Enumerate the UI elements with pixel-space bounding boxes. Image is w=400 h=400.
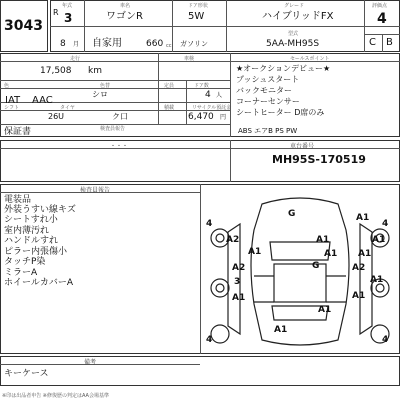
recycle-fee: 6,470 bbox=[188, 112, 214, 122]
shift-type: IAT bbox=[5, 95, 21, 106]
shift-label: シフト bbox=[4, 105, 20, 111]
remarks-box bbox=[0, 356, 400, 386]
equipment-item: バックモニター bbox=[236, 86, 292, 95]
remarks-text: キーケース bbox=[4, 369, 49, 379]
month-unit: 月 bbox=[73, 41, 80, 48]
recycle-label: リサイクル預託金 bbox=[192, 105, 232, 111]
body-color: シロ bbox=[92, 90, 108, 99]
shaken-label: 車検 bbox=[184, 56, 195, 62]
footer-note: ※印は出品者申告 ※修復歴の判定はAA会場基準 bbox=[2, 393, 109, 399]
damage-mark: G bbox=[312, 261, 320, 271]
tire-depth: 4 bbox=[382, 335, 389, 345]
mileage-label: 走行 bbox=[70, 56, 81, 62]
cc-label: cc bbox=[166, 43, 172, 49]
color-mark: ク口 bbox=[112, 112, 128, 121]
equipment-item: コーナーセンサー bbox=[236, 97, 300, 106]
damage-mark: A1 bbox=[324, 249, 338, 259]
lot-number: 3043 bbox=[4, 18, 43, 34]
usage: 自家用 bbox=[92, 38, 122, 49]
header-score-label: 評価点 bbox=[372, 3, 388, 9]
equipment-item: ★オークションデビュー★ bbox=[236, 64, 331, 73]
tire-label: タイヤ bbox=[60, 105, 75, 111]
damage-mark: A1 bbox=[356, 213, 370, 223]
tire-depth: 4 bbox=[206, 335, 213, 345]
damage-mark: A1 bbox=[370, 275, 384, 285]
inspection-note: シートすれ小 bbox=[4, 215, 58, 225]
ac-type: AAC bbox=[32, 95, 53, 106]
inspection-label: 検査員報告 bbox=[80, 187, 111, 194]
overall-score: 4 bbox=[377, 11, 387, 27]
model-name: ワゴンR bbox=[106, 11, 143, 22]
inspection-note: 室内薄汚れ bbox=[4, 226, 50, 236]
katashiki-label: 型式 bbox=[288, 31, 299, 37]
options: ABS エアB PS PW bbox=[238, 127, 298, 135]
damage-mark: A1 bbox=[352, 291, 366, 301]
color-label: 色 bbox=[4, 83, 10, 89]
chassis-number: MH95S-170519 bbox=[272, 153, 366, 166]
inspector-label: 検査員報告 bbox=[100, 126, 126, 132]
tire-depth: 4 bbox=[382, 219, 389, 229]
inspection-note: 電装品 bbox=[4, 195, 32, 205]
chassis-label: 車台番号 bbox=[290, 143, 315, 150]
damage-mark: A1 bbox=[316, 235, 330, 245]
car-diagram bbox=[200, 184, 400, 354]
damage-mark: A1 bbox=[232, 293, 246, 303]
mileage: 17,508 bbox=[40, 66, 72, 76]
chassis-header-left: ・・・ bbox=[110, 143, 129, 150]
damage-mark: A1 bbox=[372, 235, 386, 245]
mileage-unit: km bbox=[88, 66, 102, 76]
inspection-note: ミラーA bbox=[4, 268, 38, 278]
inspection-note: 外装うすい線キズ bbox=[4, 205, 76, 215]
capacity-unit: 人 bbox=[216, 92, 223, 99]
damage-mark: A2 bbox=[226, 235, 240, 245]
recycle-unit: 円 bbox=[220, 114, 227, 121]
header-make-label: 車名 bbox=[120, 3, 131, 9]
equipment-item: プッシュスタート bbox=[236, 75, 300, 84]
doors-label: ドア数 bbox=[194, 83, 209, 89]
month: 8 bbox=[60, 39, 66, 49]
capacity-label: 定員 bbox=[164, 83, 175, 89]
exterior-grade: B bbox=[386, 37, 393, 48]
damage-mark: A1 bbox=[274, 325, 288, 335]
header-door-label: ドア形状 bbox=[188, 3, 208, 9]
color-code-label: 色替 bbox=[100, 83, 111, 89]
damage-mark: A2 bbox=[232, 263, 246, 273]
header-grade-label: グレード bbox=[284, 3, 305, 9]
grade-name: ハイブリッドFX bbox=[262, 11, 334, 22]
katashiki: 5AA-MH95S bbox=[266, 39, 320, 49]
damage-mark: A2 bbox=[352, 263, 366, 273]
equipment-label: セールスポイント bbox=[290, 56, 330, 62]
displacement: 660 bbox=[146, 39, 164, 49]
equipment-item: シートヒーター D席のみ bbox=[236, 108, 325, 117]
warranty: 保証書 bbox=[4, 127, 32, 137]
inspection-note: ピラー内張傷小 bbox=[4, 247, 68, 257]
year: 3 bbox=[64, 11, 73, 25]
fuel-type: ガソリン bbox=[180, 40, 208, 48]
tire-value: 26U bbox=[48, 112, 65, 121]
remarks-label: 備考 bbox=[84, 359, 97, 366]
damage-mark: A1 bbox=[248, 247, 262, 257]
capacity-value: 4 bbox=[205, 90, 211, 100]
header-year-label: 年式 bbox=[62, 3, 73, 9]
damage-mark: A1 bbox=[318, 305, 332, 315]
tire-depth: 4 bbox=[206, 219, 213, 229]
inspection-note: ホイールカバーA bbox=[4, 278, 73, 288]
era: R bbox=[53, 8, 59, 17]
load-label: 積載 bbox=[164, 105, 175, 111]
door-type: 5W bbox=[188, 11, 205, 22]
interior-grade: C bbox=[369, 37, 376, 48]
damage-mark: 3 bbox=[234, 277, 241, 287]
inspection-note: ハンドルすれ bbox=[4, 236, 59, 246]
inspection-note: タッチP染 bbox=[4, 257, 46, 267]
damage-mark: A1 bbox=[358, 249, 372, 259]
damage-mark: G bbox=[288, 209, 296, 219]
